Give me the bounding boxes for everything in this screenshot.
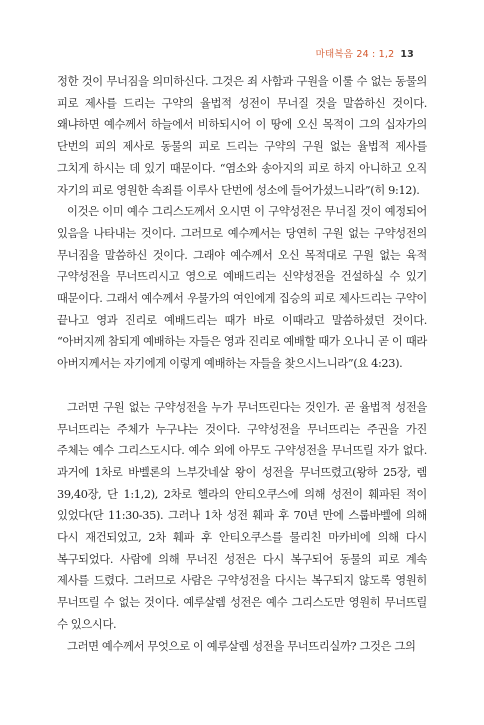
paragraph-continued: 정한 것이 무너짐을 의미하신다. 그것은 죄 사함과 구원을 이룰 수 없는 동물의 피로 제사를 드리는 구약의 율법적 성전이 무너질 것을 말씀하신 것이다. 왜냐하면 예수께서 하늘에서 비하되시어 이 땅에 오신 목적이 그의 십자가의 단번의 피의 제사로 동물의 피로 드리는 구약의 구원 없는 율법적 제사를 그치게 하시는 데 있기 때문이다. “염소와 송아지의 피로 하지 아니하고 오직 자기의 피로 영원한 속죄를 이루사 단번에 성소에 들어가셨느니라”(히 9:12). bbox=[57, 75, 427, 197]
paragraph: 그러면 예수께서 무엇으로 이 예루살렘 성전을 무너뜨리실까? 그것은 그의 bbox=[67, 639, 416, 653]
paragraph: 이것은 이미 예수 그리스도께서 오시면 이 구약성전은 무너질 것이 예정되어 있음을 나타내는 것이다. 그러므로 예수께서는 당연히 구원 없는 구약성전의 무너짐을 말씀하신 것이다. 그래야 예수께서 오신 목적대로 구원 없는 육적 구약성전을 무너뜨리시고 영으로 예배드리는 신약성전을 건설하실 수 있기 때문이다. 그래서 예수께서 우물가의 여인에게 집승의 피로 제사드리는 구약이 끝나고 영과 진리로 예배드리는 때가 바로 이때라고 말씀하셨던 것이다. “아버지께 참되게 예배하는 자들은 영과 진리로 예배할 때가 오나니 곧 이 때라 아버지께서는 자기에게 이렇게 예배하는 자들을 찾으시느니라”(요 4:23). bbox=[57, 205, 427, 371]
section-reference: 마태복음 24 : 1,2 bbox=[315, 49, 395, 60]
page-body bbox=[57, 71, 427, 657]
running-header bbox=[316, 46, 414, 60]
section-break bbox=[57, 375, 427, 397]
paragraph: 그러면 구원 없는 구약성전을 누가 무너뜨린다는 것인가. 곧 율법적 성전을 무너뜨리는 주체가 누구냐는 것이다. 구약성전을 무너뜨리는 주권을 가진 주체는 예수 그리스도시다. 예수 외에 아무도 구약성전을 무너뜨릴 자가 없다. 과거에 1차로 바벨론의 느부갓네살 왕이 성전을 무너뜨렸고(왕하 25장, 렘 39,40장, 단 1:1,2), 2차로 헬라의 안티오쿠스에 의해 성전이 훼파된 적이 있었다(단 11:30-35). 그러나 1차 성전 훼파 후 70년 만에 스룹바벨에 의해 다시 재건되었고, 2차 훼파 후 안티오쿠스를 물리친 마카비에 의해 다시 복구되었다. 사람에 의해 무너진 성전은 다시 복구되어 동물의 피로 계속 제사를 드렸다. 그러므로 사람은 구약성전을 다시는 복구되지 않도록 영원히 무너뜨릴 수 없는 것이다. 예루살렘 성전은 예수 그리스도만 영원히 무너뜨릴 수 있으시다. bbox=[57, 400, 427, 631]
page-number: 13 bbox=[400, 49, 414, 60]
